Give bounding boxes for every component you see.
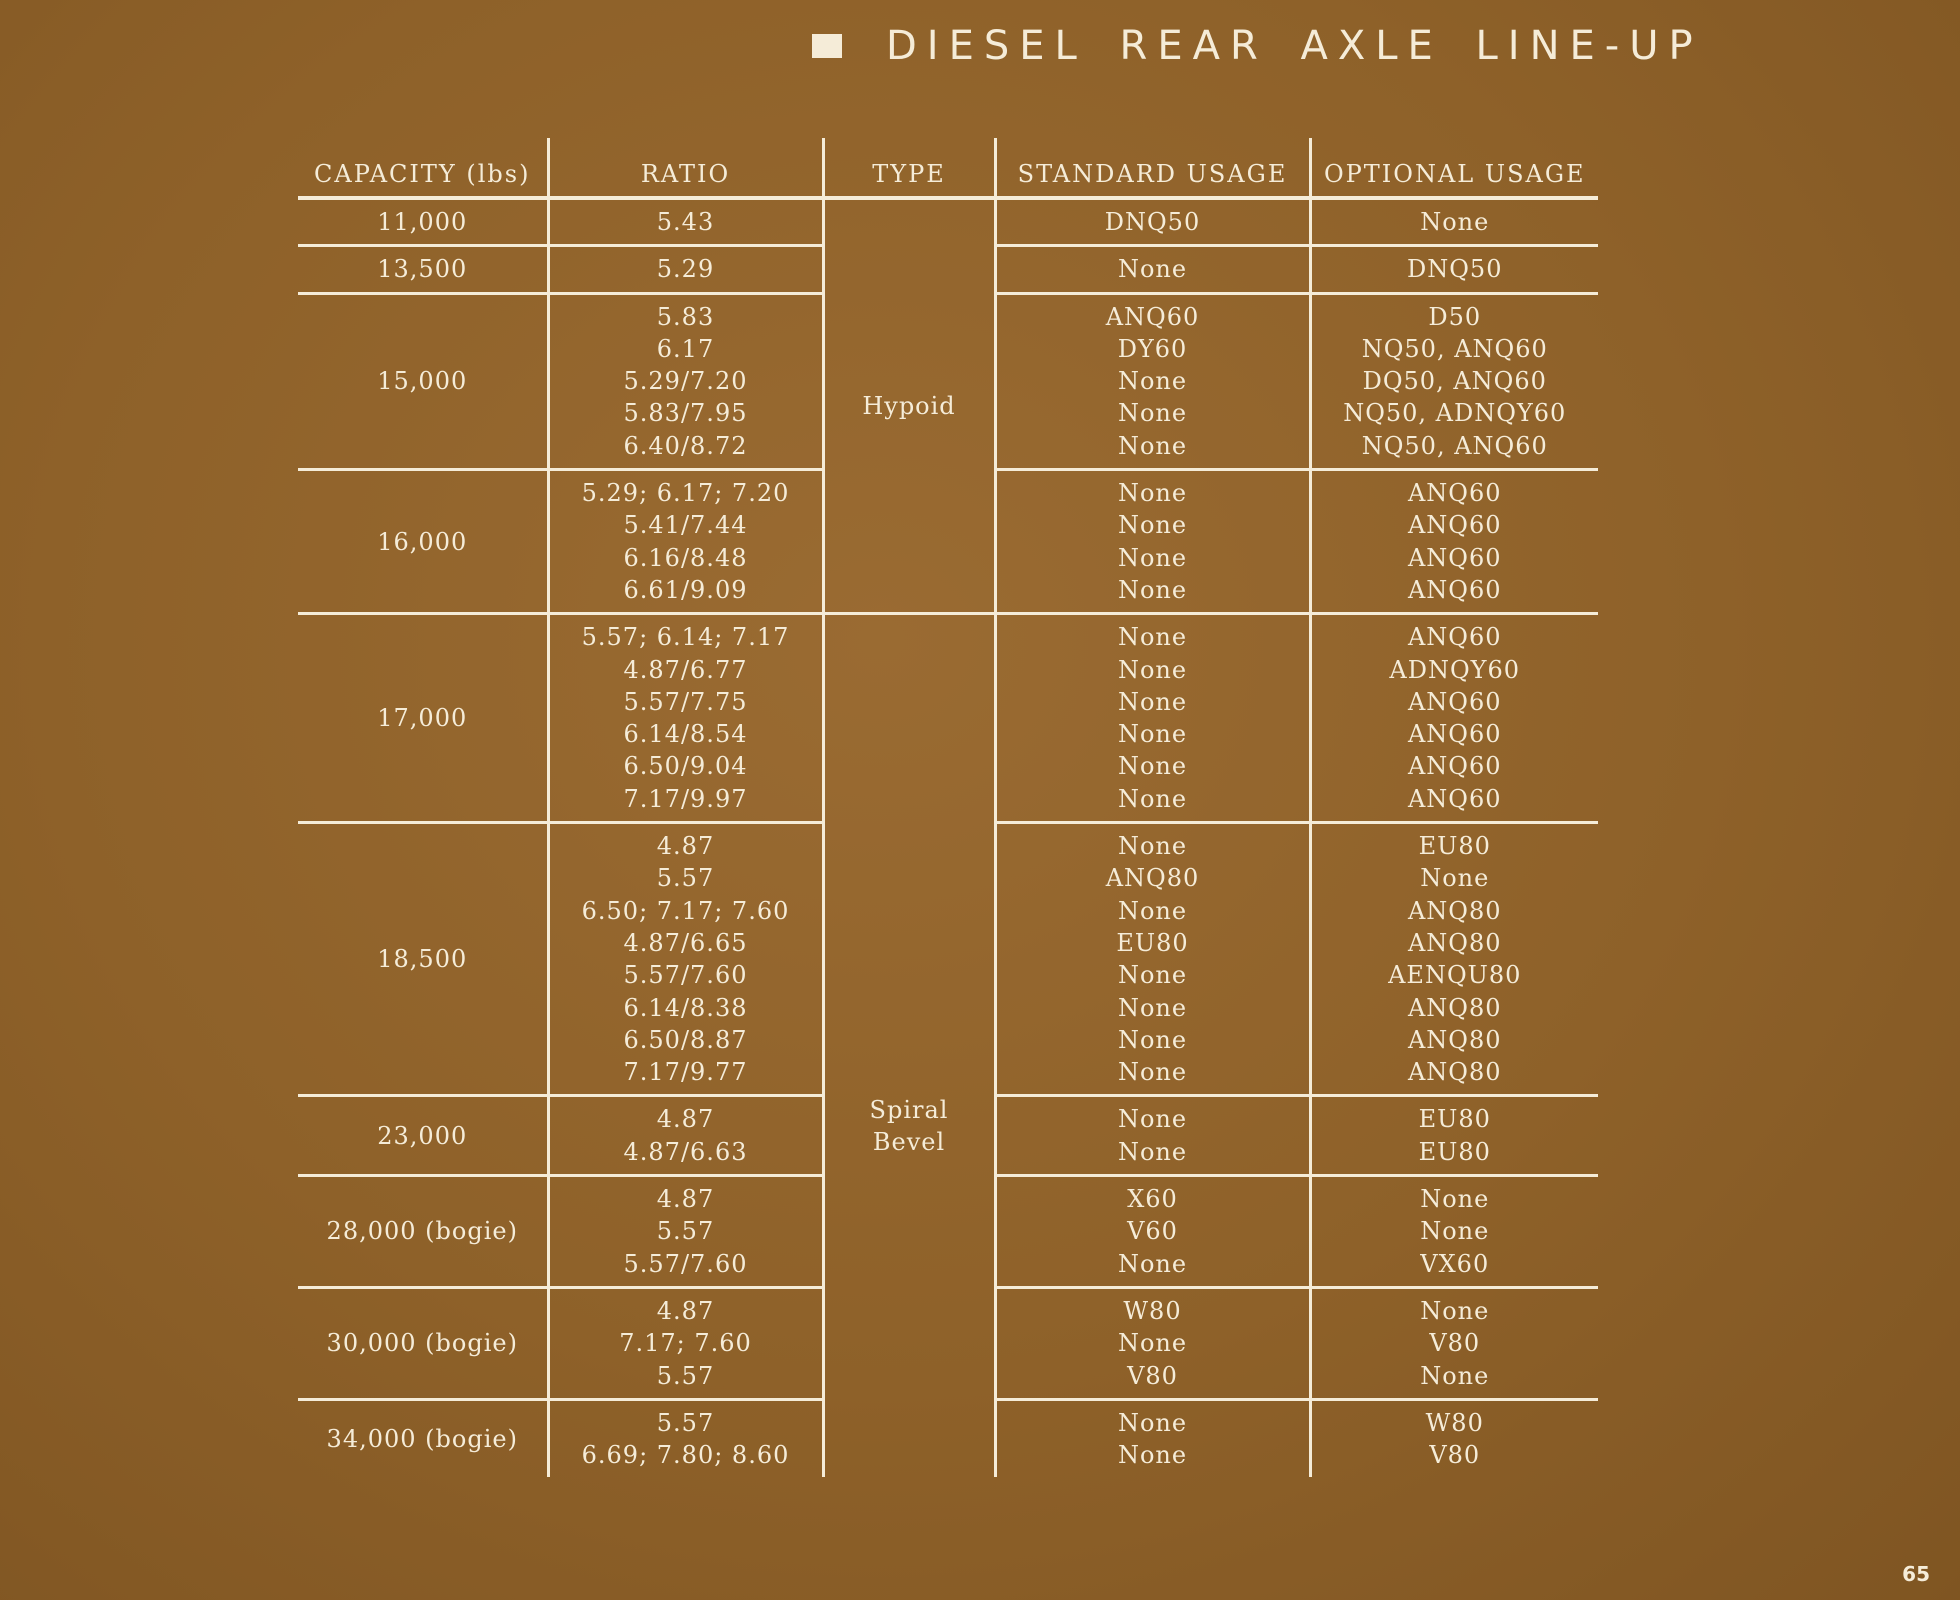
- ratio-cell-line: 4.87: [656, 832, 715, 861]
- standard-usage-cell-line: None: [1117, 431, 1188, 460]
- standard-usage-cell-line: V60: [1127, 1217, 1178, 1246]
- ratio-cell-line: 6.50/8.87: [623, 1025, 748, 1054]
- standard-usage-cell-line: DNQ50: [1104, 208, 1201, 236]
- optional-usage-cell-line: NQ50, ANQ60: [1361, 431, 1548, 460]
- ratio-cell-line: 5.57/7.60: [623, 1249, 748, 1278]
- optional-usage-cell-line: None: [1420, 1185, 1490, 1214]
- standard-usage-cell-line: None: [1117, 655, 1188, 684]
- ratio-cell: [548, 1096, 823, 1176]
- standard-usage-cell-line: None: [1117, 993, 1188, 1022]
- optional-usage-cell-line: ANQ60: [1407, 720, 1502, 749]
- optional-usage-cell-line: ANQ60: [1407, 752, 1502, 781]
- ratio-cell-line: 5.57; 6.14; 7.17: [581, 623, 790, 652]
- optional-usage-cell-line: ANQ80: [1407, 1025, 1502, 1054]
- optional-usage-cell-line: VX60: [1420, 1249, 1490, 1278]
- ratio-cell-line: 6.14/8.54: [623, 720, 748, 749]
- ratio-cell-line: 7.17/9.97: [623, 784, 748, 813]
- ratio-cell-line: 7.17/9.77: [623, 1058, 748, 1087]
- optional-usage-cell: [1310, 198, 1598, 246]
- optional-usage-cell-line: V80: [1429, 1329, 1481, 1358]
- optional-usage-cell-line: V80: [1429, 1441, 1481, 1470]
- ratio-cell-line: 6.69; 7.80; 8.60: [581, 1441, 790, 1470]
- header-ratio: RATIO: [548, 138, 823, 198]
- standard-usage-cell-line: None: [1117, 1408, 1188, 1437]
- standard-usage-cell: [995, 1287, 1310, 1399]
- title-bullet-square: [812, 34, 842, 58]
- optional-usage-cell-line: ANQ60: [1407, 511, 1502, 540]
- standard-usage-cell-line: None: [1117, 399, 1188, 428]
- optional-usage-cell-line: ANQ80: [1407, 928, 1502, 957]
- capacity-cell: 28,000 (bogie): [298, 1176, 548, 1288]
- optional-usage-cell-line: ANQ80: [1407, 1058, 1502, 1087]
- standard-usage-cell-line: None: [1117, 575, 1188, 604]
- standard-usage-cell-line: None: [1117, 367, 1188, 396]
- optional-usage-cell-line: NQ50, ANQ60: [1361, 334, 1548, 363]
- standard-usage-cell-line: None: [1117, 720, 1188, 749]
- optional-usage-cell-line: None: [1420, 1296, 1490, 1325]
- table-body: [298, 198, 1598, 1477]
- standard-usage-cell: [995, 823, 1310, 1096]
- table-row: [298, 614, 1598, 823]
- type-cell: [823, 614, 995, 1478]
- ratio-cell-line: 5.83: [656, 302, 715, 331]
- capacity-cell: 30,000 (bogie): [298, 1287, 548, 1399]
- ratio-cell-line: 7.17; 7.60: [619, 1329, 752, 1358]
- ratio-cell-line: 4.87/6.77: [623, 655, 748, 684]
- standard-usage-cell-line: None: [1117, 479, 1188, 508]
- ratio-cell: [548, 198, 823, 246]
- capacity-cell: 15,000: [298, 293, 548, 469]
- optional-usage-cell-line: ANQ60: [1407, 784, 1502, 813]
- ratio-cell-line: 6.40/8.72: [623, 431, 748, 460]
- ratio-cell-line: 5.57: [656, 1361, 715, 1390]
- standard-usage-cell-line: None: [1117, 1025, 1188, 1054]
- optional-usage-cell-line: W80: [1425, 1408, 1484, 1437]
- page-number: 65: [1902, 1562, 1930, 1586]
- ratio-cell-line: 6.17: [656, 334, 715, 363]
- standard-usage-cell-line: W80: [1123, 1296, 1182, 1325]
- optional-usage-cell-line: ANQ60: [1407, 575, 1502, 604]
- optional-usage-cell-line: AENQU80: [1388, 961, 1522, 990]
- optional-usage-cell-line: None: [1420, 1361, 1490, 1390]
- page-title: DIESEL REAR AXLE LINE-UP: [886, 23, 1703, 69]
- standard-usage-cell-line: None: [1117, 832, 1188, 861]
- optional-usage-cell-line: ANQ60: [1407, 543, 1502, 572]
- optional-usage-cell-line: DNQ50: [1407, 255, 1503, 284]
- ratio-cell-line: 5.29: [656, 255, 715, 284]
- optional-usage-cell: [1310, 1399, 1598, 1477]
- ratio-cell-line: 5.57: [656, 1217, 715, 1246]
- standard-usage-cell: [995, 614, 1310, 823]
- ratio-cell-line: 5.83/7.95: [623, 399, 748, 428]
- table-header-row: [298, 138, 1598, 198]
- optional-usage-cell-line: D50: [1428, 302, 1482, 331]
- optional-usage-cell: [1310, 1287, 1598, 1399]
- optional-usage-cell-line: None: [1420, 864, 1490, 893]
- ratio-cell: [548, 1287, 823, 1399]
- standard-usage-cell: [995, 1176, 1310, 1288]
- ratio-cell-line: 6.14/8.38: [623, 993, 748, 1022]
- type-label: Hypoid: [862, 391, 956, 420]
- optional-usage-cell-line: EU80: [1418, 1137, 1491, 1166]
- standard-usage-cell: [995, 246, 1310, 293]
- ratio-cell-line: 4.87: [656, 1296, 715, 1325]
- ratio-cell-line: 4.87: [656, 1185, 715, 1214]
- optional-usage-cell-line: EU80: [1418, 832, 1491, 861]
- standard-usage-cell-line: ANQ60: [1105, 302, 1200, 331]
- optional-usage-cell-line: None: [1420, 208, 1490, 236]
- standard-usage-cell-line: None: [1117, 255, 1188, 284]
- ratio-cell-line: 5.43: [656, 208, 715, 236]
- standard-usage-cell-line: None: [1117, 1058, 1188, 1087]
- optional-usage-cell-line: ANQ60: [1407, 687, 1502, 716]
- ratio-cell-line: 5.57/7.60: [623, 961, 748, 990]
- standard-usage-cell: [995, 198, 1310, 246]
- ratio-cell: [548, 246, 823, 293]
- ratio-cell-line: 6.50; 7.17; 7.60: [581, 896, 790, 925]
- optional-usage-cell-line: ANQ60: [1407, 479, 1502, 508]
- header-type: TYPE: [823, 138, 995, 198]
- standard-usage-cell: [995, 1399, 1310, 1477]
- standard-usage-cell-line: None: [1117, 1137, 1188, 1166]
- ratio-cell: [548, 1176, 823, 1288]
- optional-usage-cell-line: NQ50, ADNQY60: [1343, 399, 1567, 428]
- optional-usage-cell: [1310, 823, 1598, 1096]
- standard-usage-cell-line: None: [1117, 752, 1188, 781]
- capacity-cell: 13,500: [298, 246, 548, 293]
- ratio-cell-line: 5.29; 6.17; 7.20: [581, 479, 790, 508]
- optional-usage-cell-line: EU80: [1418, 1105, 1491, 1134]
- standard-usage-cell-line: None: [1117, 511, 1188, 540]
- standard-usage-cell-line: None: [1117, 896, 1188, 925]
- standard-usage-cell: [995, 1096, 1310, 1176]
- standard-usage-cell-line: DY60: [1117, 334, 1188, 363]
- optional-usage-cell-line: ANQ60: [1407, 623, 1502, 652]
- ratio-cell-line: 4.87/6.63: [623, 1137, 748, 1166]
- header-standard-usage: STANDARD USAGE: [995, 138, 1310, 198]
- ratio-cell-line: 5.57: [656, 1408, 715, 1437]
- ratio-cell: [548, 293, 823, 469]
- optional-usage-cell-line: ANQ80: [1407, 993, 1502, 1022]
- ratio-cell-line: 6.16/8.48: [623, 543, 748, 572]
- standard-usage-cell-line: V80: [1127, 1361, 1178, 1390]
- standard-usage-cell-line: None: [1117, 623, 1188, 652]
- ratio-cell: [548, 614, 823, 823]
- ratio-cell-line: 6.61/9.09: [623, 575, 748, 604]
- standard-usage-cell-line: None: [1117, 784, 1188, 813]
- standard-usage-cell-line: EU80: [1116, 928, 1189, 957]
- standard-usage-cell-line: None: [1117, 1441, 1188, 1470]
- ratio-cell-line: 5.41/7.44: [623, 511, 748, 540]
- table-row: [298, 198, 1598, 246]
- optional-usage-cell: [1310, 293, 1598, 469]
- optional-usage-cell: [1310, 1096, 1598, 1176]
- capacity-cell: 16,000: [298, 470, 548, 614]
- optional-usage-cell-line: DQ50, ANQ60: [1362, 367, 1547, 396]
- standard-usage-cell-line: None: [1117, 687, 1188, 716]
- ratio-cell-line: 5.57: [656, 864, 715, 893]
- standard-usage-cell: [995, 293, 1310, 469]
- capacity-cell: 34,000 (bogie): [326, 1424, 518, 1453]
- ratio-cell: [548, 823, 823, 1096]
- standard-usage-cell: [995, 470, 1310, 614]
- capacity-cell: 23,000: [298, 1096, 548, 1176]
- ratio-cell: [548, 1399, 823, 1477]
- capacity-cell: 17,000: [298, 614, 548, 823]
- optional-usage-cell: [1310, 470, 1598, 614]
- optional-usage-cell-line: ANQ80: [1407, 896, 1502, 925]
- optional-usage-cell: [1310, 246, 1598, 293]
- ratio-cell-line: 6.50/9.04: [623, 752, 748, 781]
- standard-usage-cell-line: None: [1117, 1249, 1188, 1278]
- ratio-cell-line: 4.87/6.65: [623, 928, 748, 957]
- standard-usage-cell-line: None: [1117, 1329, 1188, 1358]
- header-capacity: CAPACITY (lbs): [298, 138, 548, 198]
- optional-usage-cell-line: None: [1420, 1217, 1490, 1246]
- optional-usage-cell-line: ADNQY60: [1389, 655, 1521, 684]
- capacity-cell: 11,000: [298, 198, 548, 246]
- standard-usage-cell-line: ANQ80: [1105, 864, 1200, 893]
- axle-lineup-table: [298, 138, 1598, 1477]
- ratio-cell-line: 4.87: [656, 1105, 715, 1134]
- optional-usage-cell: [1310, 1176, 1598, 1288]
- header-optional-usage: OPTIONAL USAGE: [1310, 138, 1598, 198]
- capacity-cell: 18,500: [298, 823, 548, 1096]
- standard-usage-cell-line: None: [1117, 1105, 1188, 1134]
- standard-usage-cell-line: None: [1117, 961, 1188, 990]
- standard-usage-cell-line: X60: [1127, 1185, 1178, 1214]
- ratio-cell-line: 5.29/7.20: [623, 367, 748, 396]
- ratio-cell: [548, 470, 823, 614]
- standard-usage-cell-line: None: [1117, 543, 1188, 572]
- ratio-cell-line: 5.57/7.75: [623, 687, 748, 716]
- type-label: Spiral Bevel: [869, 1096, 949, 1157]
- type-cell: [823, 198, 995, 614]
- page-header: [812, 22, 1703, 70]
- optional-usage-cell: [1310, 614, 1598, 823]
